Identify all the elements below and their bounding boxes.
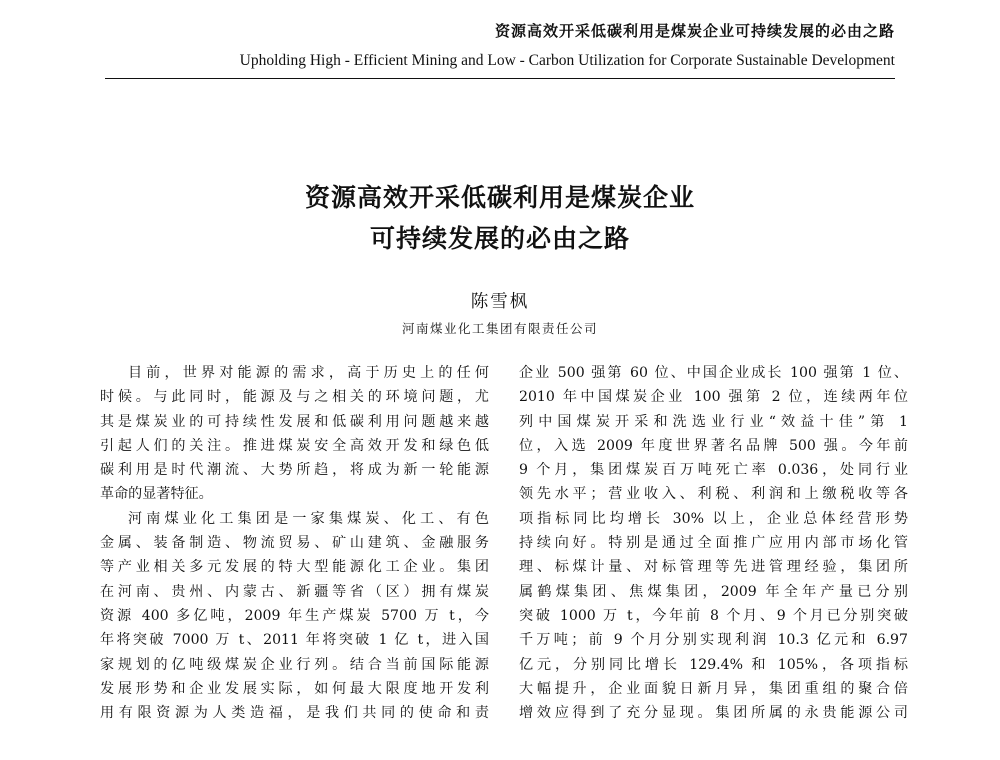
running-head-english: Upholding High - Efficient Mining and Low - Carbon Utilization for Corporate Sustainable Development	[239, 52, 895, 69]
body-line: 位，入选 2009 年度世界著名品牌 500 强。今年前	[519, 437, 908, 454]
author-affiliation: 河南煤业化工集团有限责任公司	[401, 321, 598, 336]
body-line: 领先水平；营业收入、利税、利润和上缴税收等各	[519, 486, 908, 503]
body-line: 引起人们的关注。推进煤炭安全高效开发和绿色低	[100, 437, 489, 454]
body-line: 碳利用是时代潮流、大势所趋，将成为新一轮能源	[100, 462, 489, 479]
body-line: 在河南、贵州、内蒙古、新疆等省（区）拥有煤炭	[100, 583, 489, 600]
body-line: 时候。与此同时，能源及与之相关的环境问题，尤	[100, 389, 489, 406]
body-line: 列中国煤炭开采和洗选业行业“效益十佳”第 1	[519, 413, 908, 430]
article-title-line-2: 可持续发展的必由之路	[369, 224, 630, 253]
body-line: 企业 500 强第 60 位、中国企业成长 100 强第 1 位、	[519, 365, 908, 381]
running-head-chinese: 资源高效开采低碳利用是煤炭企业可持续发展的必由之路	[494, 22, 895, 40]
body-line: 资源 400 多亿吨，2009 年生产煤炭 5700 万 t，今	[100, 607, 489, 624]
body-line: 持续向好。特别是通过全面推广应用内部市场化管	[519, 535, 908, 552]
header-rule	[105, 78, 895, 79]
body-line: 大幅提升，企业面貌日新月异，集团重组的聚合倍	[519, 680, 908, 697]
right-column	[519, 361, 908, 760]
body-line: 家规划的亿吨级煤炭企业行列。结合当前国际能源	[100, 656, 489, 673]
body-line: 千万吨；前 9 个月分别实现利润 10.3 亿元和 6.97	[519, 632, 908, 649]
body-line: 项指标同比均增长 30% 以上，企业总体经营形势	[519, 510, 908, 527]
article-title-line-1: 资源高效开采低碳利用是煤炭企业	[304, 183, 695, 212]
body-line: 理、标煤计量、对标管理等先进管理经验，集团所	[519, 559, 908, 576]
body-line: 金属、装备制造、物流贸易、矿山建筑、金融服务	[100, 535, 489, 552]
body-line: 亿元，分别同比增长 129.4% 和 105%，各项指标	[519, 656, 908, 673]
body-line: 9 个月，集团煤炭百万吨死亡率 0.036，处同行业	[519, 462, 908, 479]
left-column	[100, 361, 489, 760]
body-line: 发展形势和企业发展实际，如何最大限度地开发利	[100, 680, 489, 697]
body-line: 突破 1000 万 t，今年前 8 个月、9 个月已分别突破	[519, 607, 908, 624]
author-name: 陈雪枫	[470, 292, 530, 312]
body-line: 增效应得到了充分显现。集团所属的永贵能源公司	[519, 705, 908, 722]
body-line: 目前，世界对能源的需求，高于历史上的任何	[128, 365, 489, 381]
body-line: 等产业相关多元发展的特大型能源化工企业。集团	[100, 559, 489, 576]
body-line: 其是煤炭业的可持续性发展和低碳利用问题越来越	[100, 413, 489, 430]
body-line: 用有限资源为人类造福，是我们共同的使命和责	[100, 705, 489, 722]
body-line: 2010 年中国煤炭企业 100 强第 2 位，连续两年位	[519, 389, 908, 406]
body-line: 河南煤业化工集团是一家集煤炭、化工、有色	[128, 510, 489, 527]
body-line: 属鹤煤集团、焦煤集团，2009 年全年产量已分别	[519, 583, 908, 600]
body-line: 年将突破 7000 万 t、2011 年将突破 1 亿 t，进入国	[100, 632, 489, 649]
body-line: 革命的显著特征。	[100, 486, 213, 503]
